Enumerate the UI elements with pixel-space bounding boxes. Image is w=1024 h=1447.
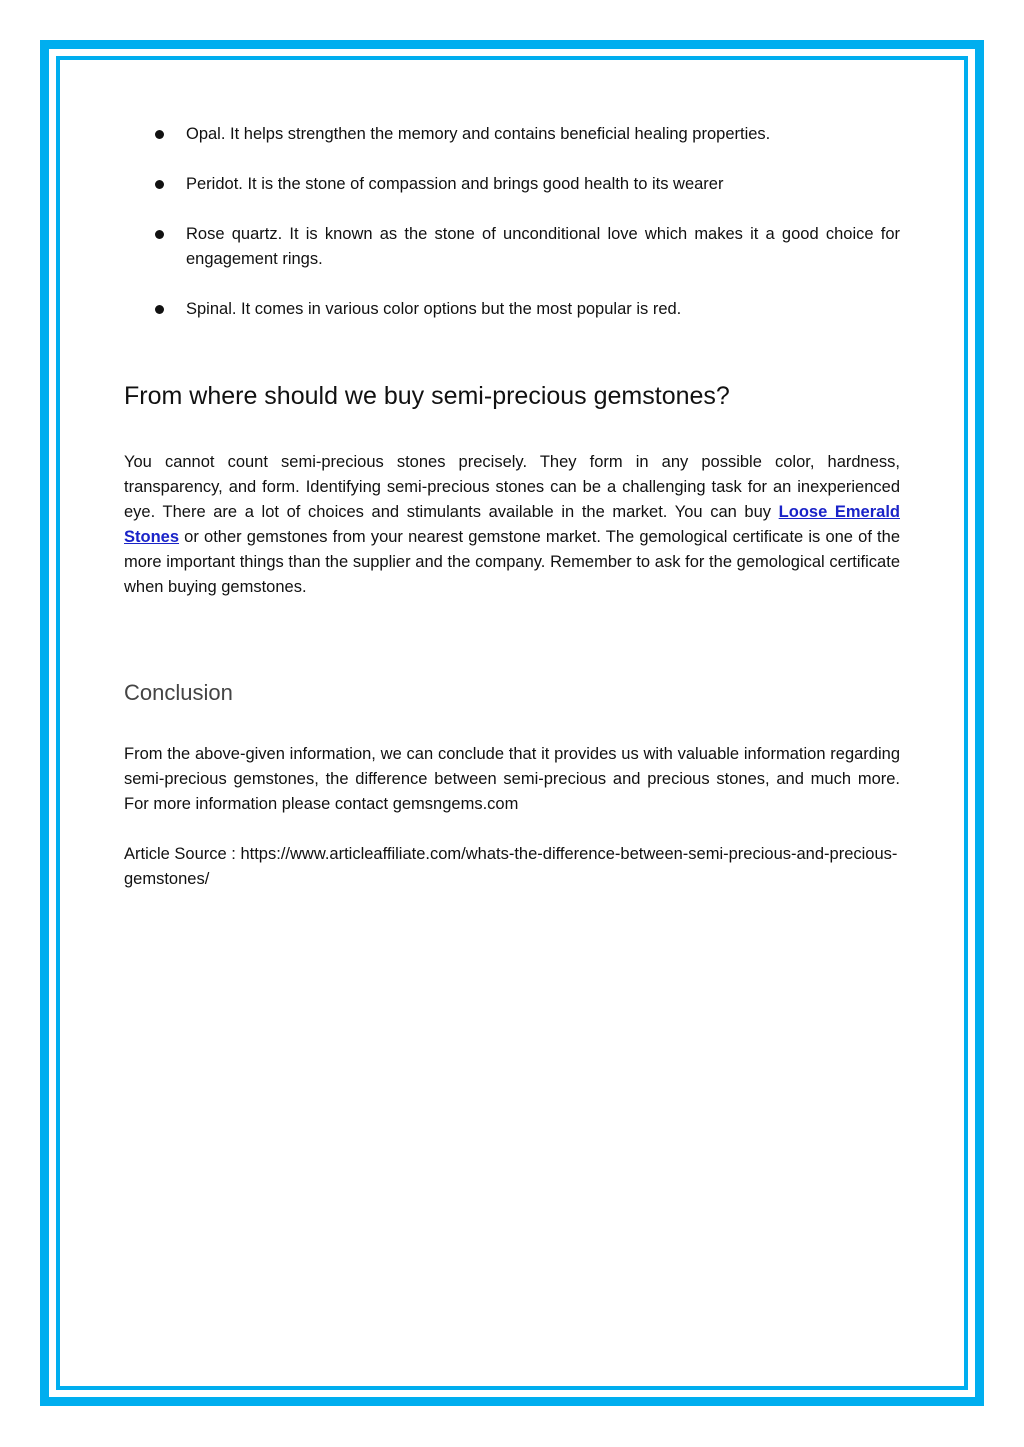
loose-emerald-stones-link[interactable]: Loose Emerald Stones (124, 503, 900, 546)
section-heading: From where should we buy semi-precious gemstones? (124, 382, 730, 410)
paragraph-text: You cannot count semi-precious stones precisely. They form in any possible color, hardness, transparency, and form. Identifying semi-precious stones can be a challenging task for an inexperienced eye. There are a lot of choices and stimulants available in the market. You can buy (124, 453, 900, 521)
list-item (124, 222, 900, 272)
bullet-text: Spinal. It comes in various color options but the most popular is red. (186, 300, 682, 318)
bullet-text: Rose quartz. It is known as the stone of unconditional love which makes it a good choice for engagement rings. (186, 225, 900, 268)
bullet-dot-icon (155, 180, 164, 189)
bullet-text: Opal. It helps strengthen the memory and contains beneficial healing properties. (186, 125, 771, 143)
conclusion-paragraph: From the above-given information, we can conclude that it provides us with valuable information regarding semi-precious gemstones, the difference between semi-precious and precious stones, and much more. For more information please contact gemsngems.com (124, 745, 900, 813)
paragraph-text: or other gemstones from your nearest gemstone market. The gemological certificate is one of the more important things than the supplier and the company. Remember to ask for the gemological certificate when buying gemstones. (124, 528, 900, 596)
gemstone-bullet-list (124, 122, 900, 322)
article-source: Article Source : https://www.articleaffiliate.com/whats-the-difference-between-semi-precious-and-precious-gemstones/ (124, 845, 898, 888)
list-item (124, 172, 900, 197)
bullet-dot-icon (155, 130, 164, 139)
conclusion-heading: Conclusion (124, 680, 233, 705)
buying-paragraph (124, 450, 900, 600)
bullet-dot-icon (155, 230, 164, 239)
list-item (124, 122, 900, 147)
bullet-text: Peridot. It is the stone of compassion and brings good health to its wearer (186, 175, 724, 193)
list-item (124, 297, 900, 322)
bullet-dot-icon (155, 305, 164, 314)
